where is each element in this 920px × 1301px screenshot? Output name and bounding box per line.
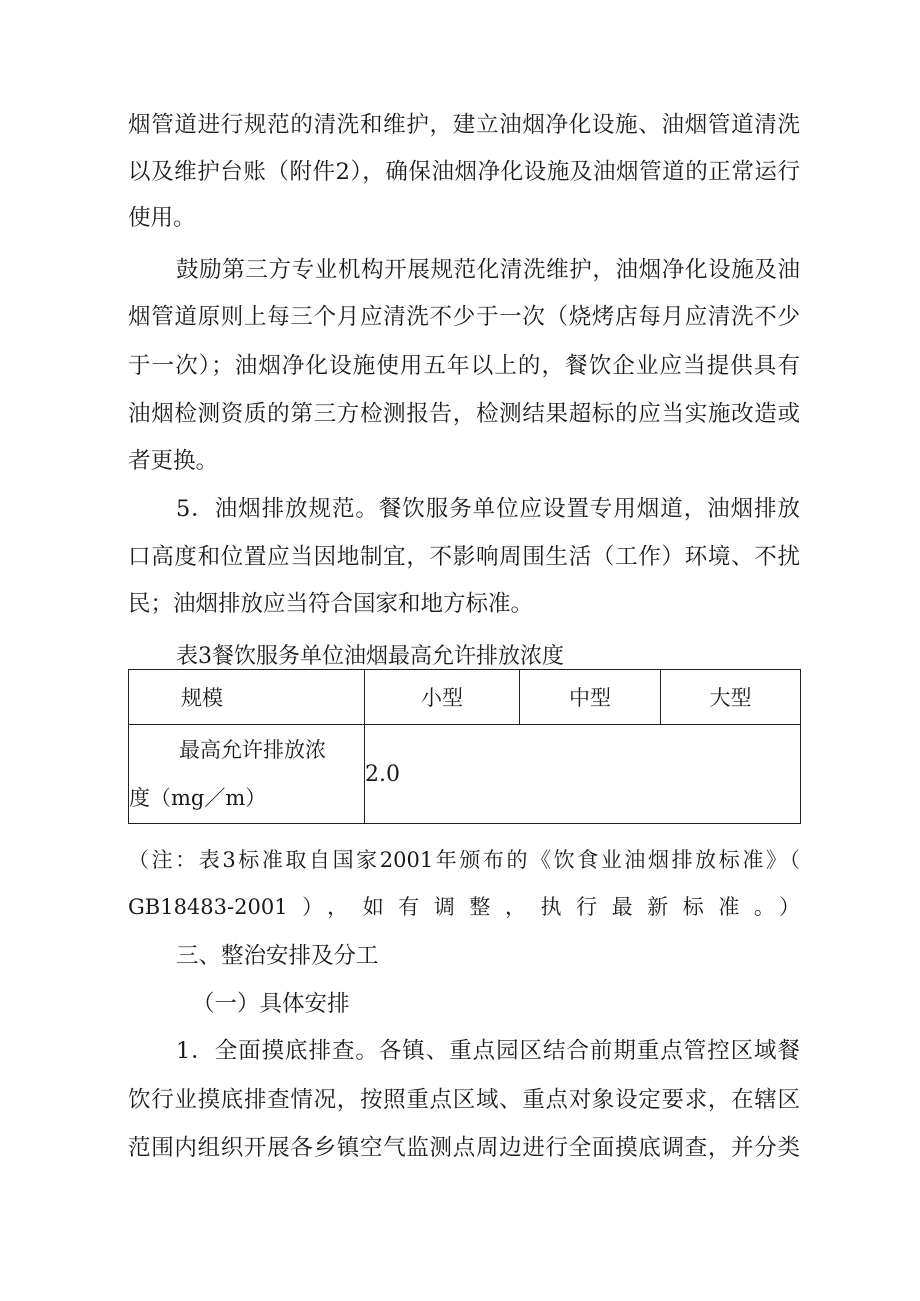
section-heading: 三、整治安排及分工 [176,943,379,969]
header-large: 大型 [661,670,801,725]
p1-line-3: 使用。 [128,205,196,231]
p2-line-3: 于一次）；油烟净化设施使用五年以上的，餐饮企业应当提供具有 [128,353,800,379]
header-medium: 中型 [520,670,661,725]
table-caption: 表3餐饮服务单位油烟最高允许排放浓度 [176,644,564,669]
note-line-2: GB18483-2001），如有调整，执行最新标准。） [128,895,800,919]
row-label-max-concentration: 最高允许排放浓 度（mg／m） [129,725,365,824]
p1-line-1: 烟管道进行规范的清洗和维护，建立油烟净化设施、油烟管道清洗 [128,112,800,138]
p3-line-3: 民；油烟排放应当符合国家和地方标准。 [128,591,534,617]
table-header-row [129,670,801,725]
p1-line-2: 以及维护台账（附件2），确保油烟净化设施及油烟管道的正常运行 [128,159,800,185]
p4-line-1: 1．全面摸底排查。各镇、重点园区结合前期重点管控区域餐 [176,1038,800,1064]
header-scale: 规模 [129,670,365,725]
p4-line-3: 范围内组织开展各乡镇空气监测点周边进行全面摸底调查，并分类 [128,1135,800,1161]
emission-table [128,669,801,824]
p3-line-2: 口高度和位置应当因地制宜，不影响周围生活（工作）环境、不扰 [128,544,800,570]
p2-line-2: 烟管道原则上每三个月应清洗不少于一次（烧烤店每月应清洗不少 [128,304,800,330]
table-row [129,725,801,824]
note-line-1: （注：表3标准取自国家2001年颁布的《饮食业油烟排放标准》（ [128,848,800,872]
header-small: 小型 [365,670,520,725]
p4-line-2: 饮行业摸底排查情况，按照重点区域、重点对象设定要求，在辖区 [128,1087,800,1113]
p2-line-4: 油烟检测资质的第三方检测报告，检测结果超标的应当实施改造或 [128,401,800,427]
p2-line-1: 鼓励第三方专业机构开展规范化清洗维护，油烟净化设施及油 [176,257,800,283]
subsection-heading: （一）具体安排 [192,991,350,1017]
row-value-concentration: 2.0 [365,725,801,824]
p2-line-5: 者更换。 [128,448,219,474]
p3-line-1: 5．油烟排放规范。餐饮服务单位应设置专用烟道，油烟排放 [176,496,800,522]
